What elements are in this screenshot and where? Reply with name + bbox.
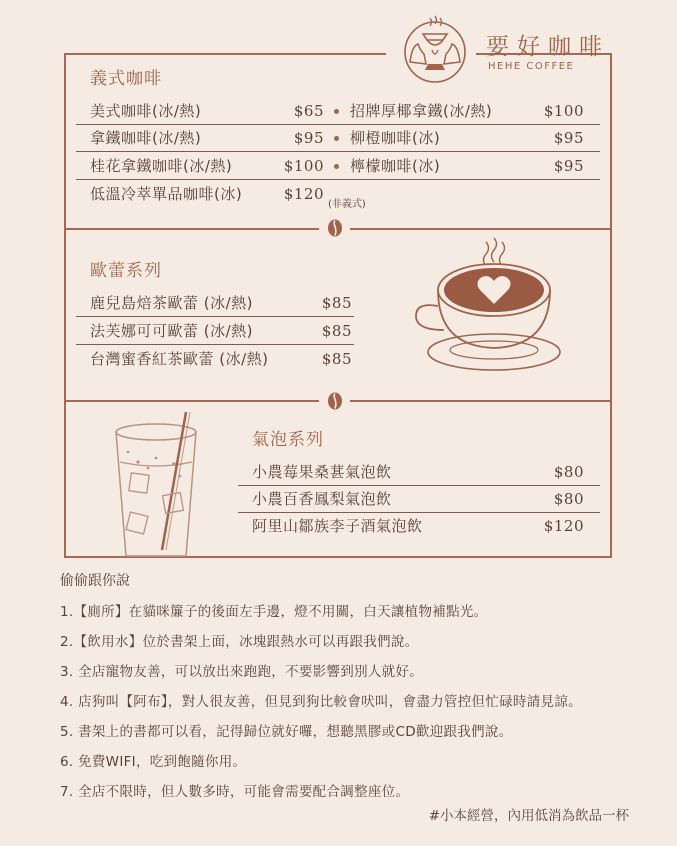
menu-row: [76, 290, 354, 317]
item-name: 招牌厚椰拿鐵(冰/熱): [350, 102, 493, 120]
frame-right-line: [610, 53, 612, 557]
frame-left-line: [64, 53, 66, 557]
item-name: 拿鐵咖啡(冰/熱): [90, 129, 202, 147]
item-name: 桂花拿鐵咖啡(冰/熱): [90, 157, 233, 175]
item-price: $95: [293, 129, 324, 147]
item-price: $120: [543, 517, 584, 535]
frame-top-line: [64, 53, 386, 55]
footer-note: #小本經營，內用低消為飲品一杯: [428, 808, 629, 824]
menu-row: [76, 318, 354, 345]
menu-row: [238, 459, 600, 486]
divider-2-left: [64, 400, 319, 402]
row-underline: [76, 344, 354, 345]
row-underline: [326, 151, 600, 152]
item-price: $85: [321, 350, 352, 368]
item-price: $100: [543, 102, 584, 120]
coffee-hands-logo-icon: [396, 14, 474, 86]
menu-row: [326, 125, 600, 152]
note-item: 6. 免費WIFI，吃到飽隨你用。: [60, 754, 247, 770]
coffee-bean-icon: [326, 218, 344, 238]
note-item: 5. 書架上的書都可以看，記得歸位就好囉，想聽黑膠或CD歡迎跟我們說。: [60, 724, 513, 740]
item-price: $95: [553, 157, 584, 175]
item-price: $100: [283, 157, 324, 175]
aulait-section-title: 歐蕾系列: [90, 261, 162, 281]
divider-2-right: [350, 400, 612, 402]
item-name: 低溫冷萃單品咖啡(冰): [90, 185, 243, 203]
menu-row: [76, 153, 326, 180]
coffee-bean-icon: [326, 391, 344, 411]
menu-row: [326, 153, 600, 180]
row-underline: [76, 316, 354, 317]
item-price: $65: [293, 102, 324, 120]
menu-row: [76, 125, 326, 152]
menu-row: [326, 98, 600, 125]
item-price: $80: [553, 463, 584, 481]
item-name: 法芙娜可可歐蕾 (冰/熱): [90, 322, 254, 340]
note-item: 3. 全店寵物友善，可以放出來跑跑，不要影響到別人就好。: [60, 664, 424, 680]
item-price: $95: [553, 129, 584, 147]
note-item: 1.【廁所】在貓咪簾子的後面左手邊，燈不用關，白天讓植物補點光。: [60, 604, 488, 620]
row-underline: [76, 151, 326, 152]
notes-title: 偷偷跟你說: [60, 573, 130, 589]
menu-row: [76, 181, 326, 208]
latte-cup-icon: [412, 234, 572, 378]
brand-name-zh: 要好咖啡: [486, 34, 610, 60]
item-name: 鹿兒島焙茶歐蕾 (冰/熱): [90, 294, 254, 312]
row-underline: [76, 179, 326, 180]
menu-row: [238, 486, 600, 513]
sparkling-glass-icon: [108, 410, 204, 562]
note-item: 4. 店狗叫【阿布】，對人很友善，但見到狗比較會吠叫，會盡力管控但忙碌時請見諒。: [60, 694, 582, 710]
row-underline: [326, 179, 600, 180]
item-price: $85: [321, 294, 352, 312]
item-name: 阿里山鄒族李子酒氣泡飲: [252, 517, 423, 535]
item-name: 小農百香鳳梨氣泡飲: [252, 490, 392, 508]
espresso-section-title: 義式咖啡: [90, 69, 162, 89]
item-name: 小農莓果桑葚氣泡飲: [252, 463, 392, 481]
sparkling-section-title: 氣泡系列: [252, 430, 324, 450]
item-name: 柳橙咖啡(冰): [350, 129, 441, 147]
item-price: $85: [321, 322, 352, 340]
item-price: $80: [553, 490, 584, 508]
menu-row: [76, 346, 354, 373]
item-price: $120: [283, 185, 324, 203]
note-item: 2.【飲用水】位於書架上面，冰塊跟熱水可以再跟我們說。: [60, 634, 419, 650]
non-espresso-note: (非義式): [328, 199, 366, 210]
divider-1-left: [64, 228, 319, 230]
brand-name-en: HEHE COFFEE: [488, 61, 575, 72]
item-name: 台灣蜜香紅茶歐蕾 (冰/熱): [90, 350, 269, 368]
divider-1-right: [350, 228, 612, 230]
menu-row: [76, 98, 326, 125]
item-name: 檸檬咖啡(冰): [350, 157, 441, 175]
note-item: 7. 全店不限時，但人數多時，可能會需要配合調整座位。: [60, 784, 410, 800]
menu-row: [238, 513, 600, 540]
item-name: 美式咖啡(冰/熱): [90, 102, 202, 120]
